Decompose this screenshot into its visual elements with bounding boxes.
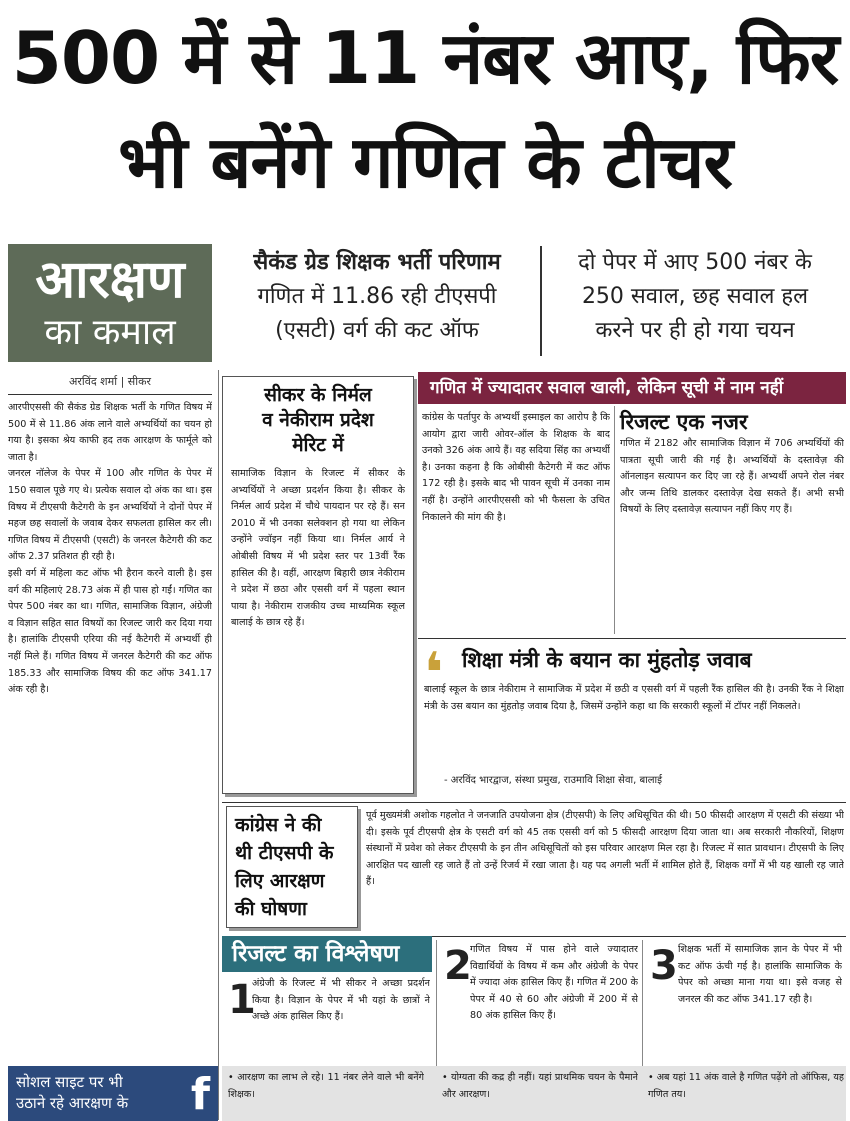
deck-right-line-3: करने पर ही हो गया चयन	[595, 318, 795, 343]
analysis-bottom-2: • योग्यता की कद्र ही नहीं। यहां प्राथमिक चयन के पैमाने और आरक्षण।	[442, 1072, 638, 1100]
minister-heading: शिक्षा मंत्री के बयान का मुंहतोड़ जवाब	[462, 648, 752, 672]
analysis-item-1	[222, 976, 432, 1066]
congress-line-4: की घोषणा	[235, 898, 307, 920]
analysis-title: रिजल्ट का विश्लेषण	[222, 936, 432, 972]
congress-top-rule	[222, 802, 846, 803]
social-promo-line-1: सोशल साइट पर भी	[16, 1073, 123, 1091]
deck-divider	[540, 246, 542, 356]
result-glance-text: गणित में 2182 और सामाजिक विज्ञान में 706 अभ्यर्थियों की पात्रता सूची जारी की गई है। अभ्यर्थियों के दस्तावेज़ की ऑनलाइन सत्यापन कर दिए जा रहे हैं। अभ्यर्थी अपने रोल नंबर और जन्म तिथि डालकर दस्तावेज़ देख सकते हैं। अभी सभी विषयों के लिए दस्तावेज़ सत्यापन नहीं किए गए हैं।	[620, 438, 844, 516]
sikar-heading-1: सीकर के निर्मल	[264, 384, 372, 406]
social-promo-line-2: उठाने रहे आरक्षण के	[16, 1094, 129, 1112]
social-promo	[8, 1066, 218, 1121]
deck-right-line-2: 250 सवाल, छह सवाल हल	[581, 284, 809, 309]
deck-left	[222, 246, 532, 358]
column-divider	[218, 370, 219, 1120]
analysis-item-2	[440, 942, 640, 1066]
maroon-headline-bar: गणित में ज्यादातर सवाल खाली, लेकिन सूची में नाम नहीं	[418, 372, 846, 404]
result-glance-title: रिजल्ट एक नजर	[620, 410, 748, 434]
quote-mark-icon: ❛	[424, 641, 444, 706]
deck-right-line-1: दो पेपर में आए 500 नंबर के	[578, 250, 812, 275]
analysis-top-rule	[432, 936, 846, 937]
glance-divider	[614, 406, 615, 634]
column-1-text: आरपीएससी की सैकंड ग्रेड शिक्षक भर्ती के गणित विषय में 500 में से 11.86 अंक लाने वाले अभ्यर्थियों का चयन हो गया है। इसका श्रेय काफी हद तक आरक्षण के फार्मूले को जाता है। जनरल नॉलेज के पेपर में 100 और गणित के पेपर में 150 सवाल पूछे गए थे। प्रत्येक सवाल दो अंक का था। इस विषय में टीएसपी कैटेगरी के इन अभ्यर्थियों ने दोनों पेपर में महज छह सवालों के जवाब देकर सफलता हासिल कर ली। गणित विषय में टीएसपी (एसटी) के जनरल कैटेगरी की कट ऑफ 2.37 प्रतिशत ही रही है। इसी वर्ग में महिला कट ऑफ भी हैरान करने वाली है। इस वर्ग की महिलाएं 28.73 अंक में ही पास हो गईं। गणित का पेपर 500 नंबर का था। गणित, सामाजिक विज्ञान, अंग्रेजी व विज्ञान सहित सात विषयों का रिजल्ट जारी कर दिया गया है। हालांकि टीएसपी एरिया की नई कैटेगरी में अभ्यर्थी ही नहीं मिले हैं। गणित विषय में जनरल कैटेगरी की कट ऑफ 185.33 और सामाजिक विषय की कट ऑफ 341.17 अंक रही है।	[8, 402, 212, 696]
analysis-bottom-strip	[222, 1066, 846, 1121]
facebook-icon: f	[190, 1069, 210, 1120]
congress-box	[226, 806, 358, 928]
analysis-item-1-text: अंग्रेजी के रिजल्ट में भी सीकर ने अच्छा प्रदर्शन किया है। विज्ञान के पेपर में भी यहां के छात्रों ने अच्छे अंक हासिल किए हैं।	[252, 978, 430, 1023]
sikar-heading-3: मेरिट में	[292, 434, 344, 456]
byline: अरविंद शर्मा | सीकर	[68, 375, 152, 388]
analysis-item-3-text: शिक्षक भर्ती में सामाजिक ज्ञान के पेपर में भी कट ऑफ ऊंची गई है। हालांकि सामाजिक के पेपर को अच्छा माना गया था। इसे वजह से जनरल की कट ऑफ 341.17 रही है।	[678, 944, 842, 1005]
analysis-item-2-text: गणित विषय में पास होने वाले ज्यादातर विद्यार्थियों के विषय में कम और अंग्रेजी के पेपर में ज्यादा अंक हासिल किए हैं। गणित में 200 के पेपर में 40 से 60 और अंग्रेजी में 200 में से 80 अंक हासिल किए हैं।	[470, 944, 638, 1022]
middle-text: कांग्रेस के पर्तापुर के अभ्यर्थी इस्माइल का आरोप है कि आयोग द्वारा जारी ओवर-ऑल के शिक्षक के बाद उनको 326 अंक आये हैं। वह सदिया सिंह का अभ्यर्थी है। उनका कहना है कि ओबीसी कैटेगरी में कट ऑफ 172 रही है। इसके बाद भी पावन सूची में उनका नाम नहीं है। उन्होंने आरपीएससी को भी फैसला के उचित निकालने की मांग की है।	[422, 412, 610, 523]
congress-line-1: कांग्रेस ने की	[235, 814, 322, 836]
deck-left-line-2: गणित में 11.86 रही टीएसपी	[257, 284, 497, 309]
analysis-item-3-number: 3	[650, 943, 678, 989]
deck-right	[548, 246, 842, 358]
byline-rule	[8, 394, 212, 395]
analysis-item-3	[646, 942, 844, 1066]
sikar-box	[222, 376, 414, 794]
deck-left-line-3: (एसटी) वर्ग की कट ऑफ	[275, 318, 479, 343]
minister-text: बालाई स्कूल के छात्र नेकीराम ने सामाजिक में प्रदेश में छठी व एससी वर्ग में पहली रैंक हासिल की है। उनकी रैंक ने शिक्षा मंत्री के उस बयान का मुंहतोड़ जवाब दिया है, जिसमें उन्होंने कहा था कि सरकारी स्कूलों में टॉपर नहीं निकलते।	[424, 684, 844, 712]
analysis-item-1-number: 1	[228, 977, 256, 1023]
congress-line-2: थी टीएसपी के	[235, 842, 334, 864]
sikar-text: सामाजिक विज्ञान के रिजल्ट में सीकर के अभ्यर्थियों ने अच्छा प्रदर्शन किया है। सीकर के निर्मल आर्य प्रदेश में चौथे पायदान पर रहे हैं। सन 2010 में भी उनका सलेक्शन हो गया था लेकिन उन्होंने ज्वॉइन नहीं किया था। निर्मल आर्य ने ओबीसी विषय में भी प्रदेश स्तर पर 13वीं रैंक हासिल की है। वहीं, आरक्षण बिहारी छात्र नेकीराम ने प्रदेश में छठा और एससी वर्ग में पहला स्थान पाया है। नेकीराम राजकीय उच्च माध्यमिक स्कूल बालाई के छात्र रहे हैं।	[231, 468, 405, 629]
kicker-box	[8, 244, 212, 362]
analysis-bottom-1: • आरक्षण का लाभ ले रहे। 11 नंबर लेने वाले भी बनेंगे शिक्षक।	[228, 1072, 424, 1100]
result-glance-box	[620, 408, 844, 634]
sikar-heading-2: व नेकीराम प्रदेश	[262, 409, 374, 431]
headline-line-2: भी बनेंगे गणित के टीचर	[118, 120, 732, 204]
analysis-item-2-number: 2	[444, 943, 472, 989]
deck-left-line-1: सैकंड ग्रेड शिक्षक भर्ती परिणाम	[253, 250, 501, 275]
minister-top-rule	[418, 638, 846, 639]
headline	[8, 6, 842, 236]
congress-line-3: लिए आरक्षण	[235, 870, 325, 892]
minister-attribution: - अरविंद भारद्वाज, संस्था प्रमुख, राउमावि शिक्षा सेवा, बालाई	[444, 775, 663, 786]
kicker-main: आरक्षण	[35, 250, 185, 310]
kicker-sub: का कमाल	[44, 312, 176, 353]
analysis-bottom-3: • अब यहां 11 अंक वाले है गणित पढ़ेंगे तो ऑफिस, यह गणित तय।	[648, 1072, 844, 1100]
headline-line-1: 500 में से 11 नंबर आए, फिर	[11, 16, 839, 100]
congress-text: पूर्व मुख्यमंत्री अशोक गहलोत ने जनजाति उपयोजना क्षेत्र (टीएसपी) के लिए अधिसूचित की थी। 50 फीसदी आरक्षण में एसटी की संख्या भी दी। इसके पूर्व टीएसपी क्षेत्र के एसटी वर्ग को 45 तक एससी वर्ग को 5 फीसदी आरक्षण दिया जाता था। अब सरकारी नौकरियों, शिक्षण संस्थानों में प्रवेश को लेकर टीएसपी के इन तीन अधिसूचितों को इस परिवार आरक्षण मिल रहा है। रिजल्ट में सात प्रावधान। टीएसपी के लिए आरक्षित पद खाली रह जाते हैं तो उन्हें रिजर्व में रखा जाता है। यह पद अगली भर्ती में शामिल होते हैं, शिक्षक वर्गों में भी यह खाली रह जाते हैं।	[366, 810, 844, 888]
